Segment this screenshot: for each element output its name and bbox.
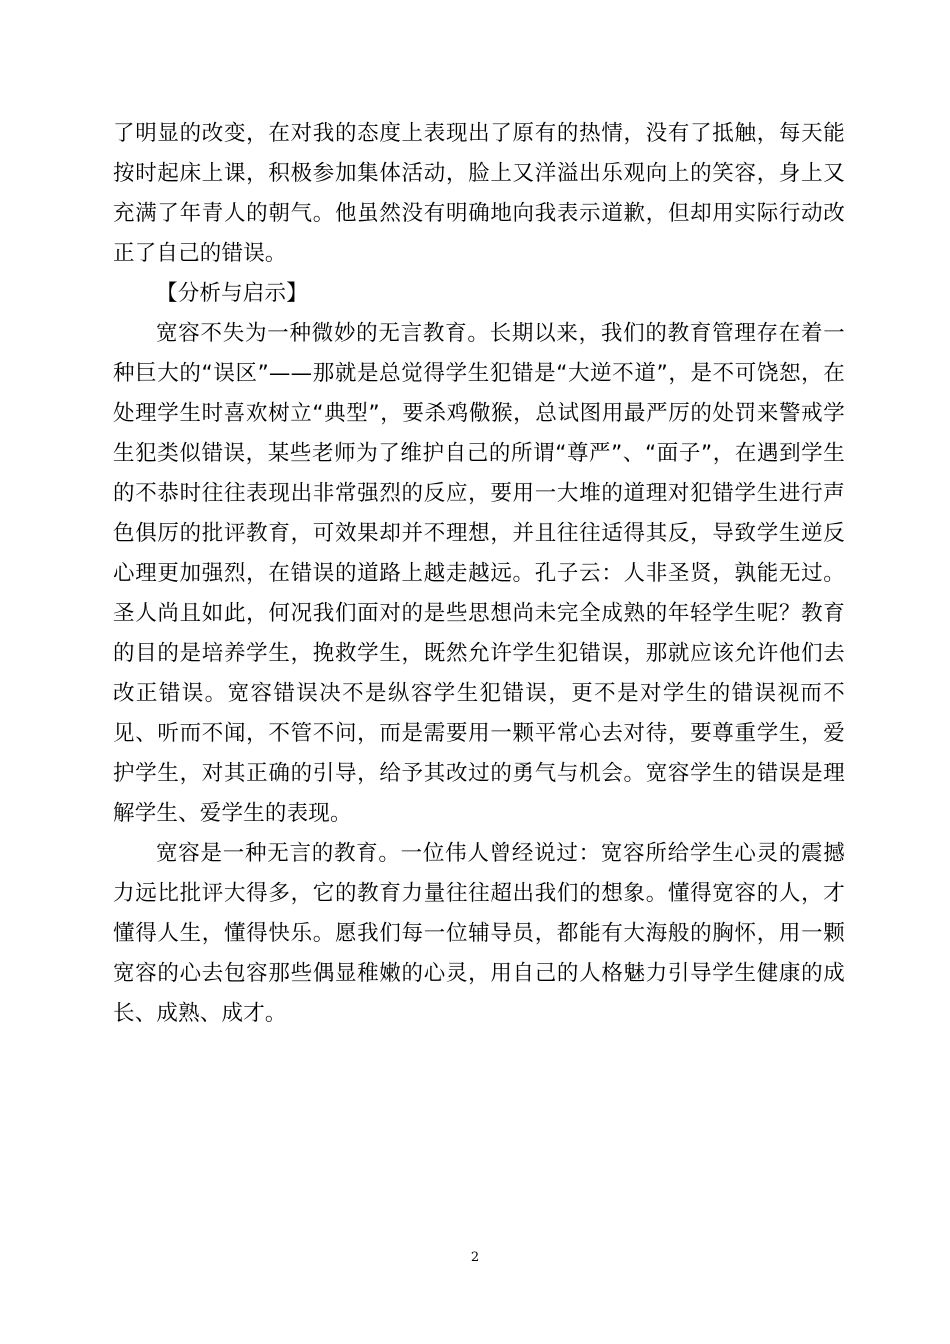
document-body	[113, 114, 845, 1034]
paragraph-analysis: 宽容不失为一种微妙的无言教育。长期以来，我们的教育管理存在着一种巨大的“误区”——那就是总觉得学生犯错是“大逆不道”，是不可饶恕，在处理学生时喜欢树立“典型”，要杀鸡儆猴，总试图用最严厉的处罚来警戒学生犯类似错误，某些老师为了维护自己的所谓“尊严”、“面子”，在遇到学生的不恭时往往表现出非常强烈的反应，要用一大堆的道理对犯错学生进行声色俱厉的批评教育，可效果却并不理想，并且往往适得其反，导致学生逆反心理更加强烈，在错误的道路上越走越远。孔子云：人非圣贤，孰能无过。圣人尚且如此，何况我们面对的是些思想尚未完全成熟的年轻学生呢？教育的目的是培养学生，挽救学生，既然允许学生犯错误，那就应该允许他们去改正错误。宽容错误决不是纵容学生犯错误，更不是对学生的错误视而不见、听而不闻，不管不问，而是需要用一颗平常心去对待，要尊重学生，爱护学生，对其正确的引导，给予其改过的勇气与机会。宽容学生的错误是理解学生、爱学生的表现。	[113, 321, 845, 826]
section-heading-analysis: 【分析与启示】	[156, 281, 308, 306]
paragraph-continuation: 了明显的改变，在对我的态度上表现出了原有的热情，没有了抵触，每天能按时起床上课，积极参加集体活动，脸上又洋溢出乐观向上的笑容，身上又充满了年青人的朝气。他虽然没有明确地向我表示道歉，但却用实际行动改正了自己的错误。	[113, 121, 845, 266]
page-number: 2	[470, 1250, 480, 1265]
paragraph-conclusion: 宽容是一种无言的教育。一位伟人曾经说过：宽容所给学生心灵的震撼力远比批评大得多，它的教育力量往往超出我们的想象。懂得宽容的人，才懂得人生，懂得快乐。愿我们每一位辅导员，都能有大海般的胸怀，用一颗宽容的心去包容那些偶显稚嫩的心灵，用自己的人格魅力引导学生健康的成长、成熟、成才。	[113, 841, 845, 1026]
